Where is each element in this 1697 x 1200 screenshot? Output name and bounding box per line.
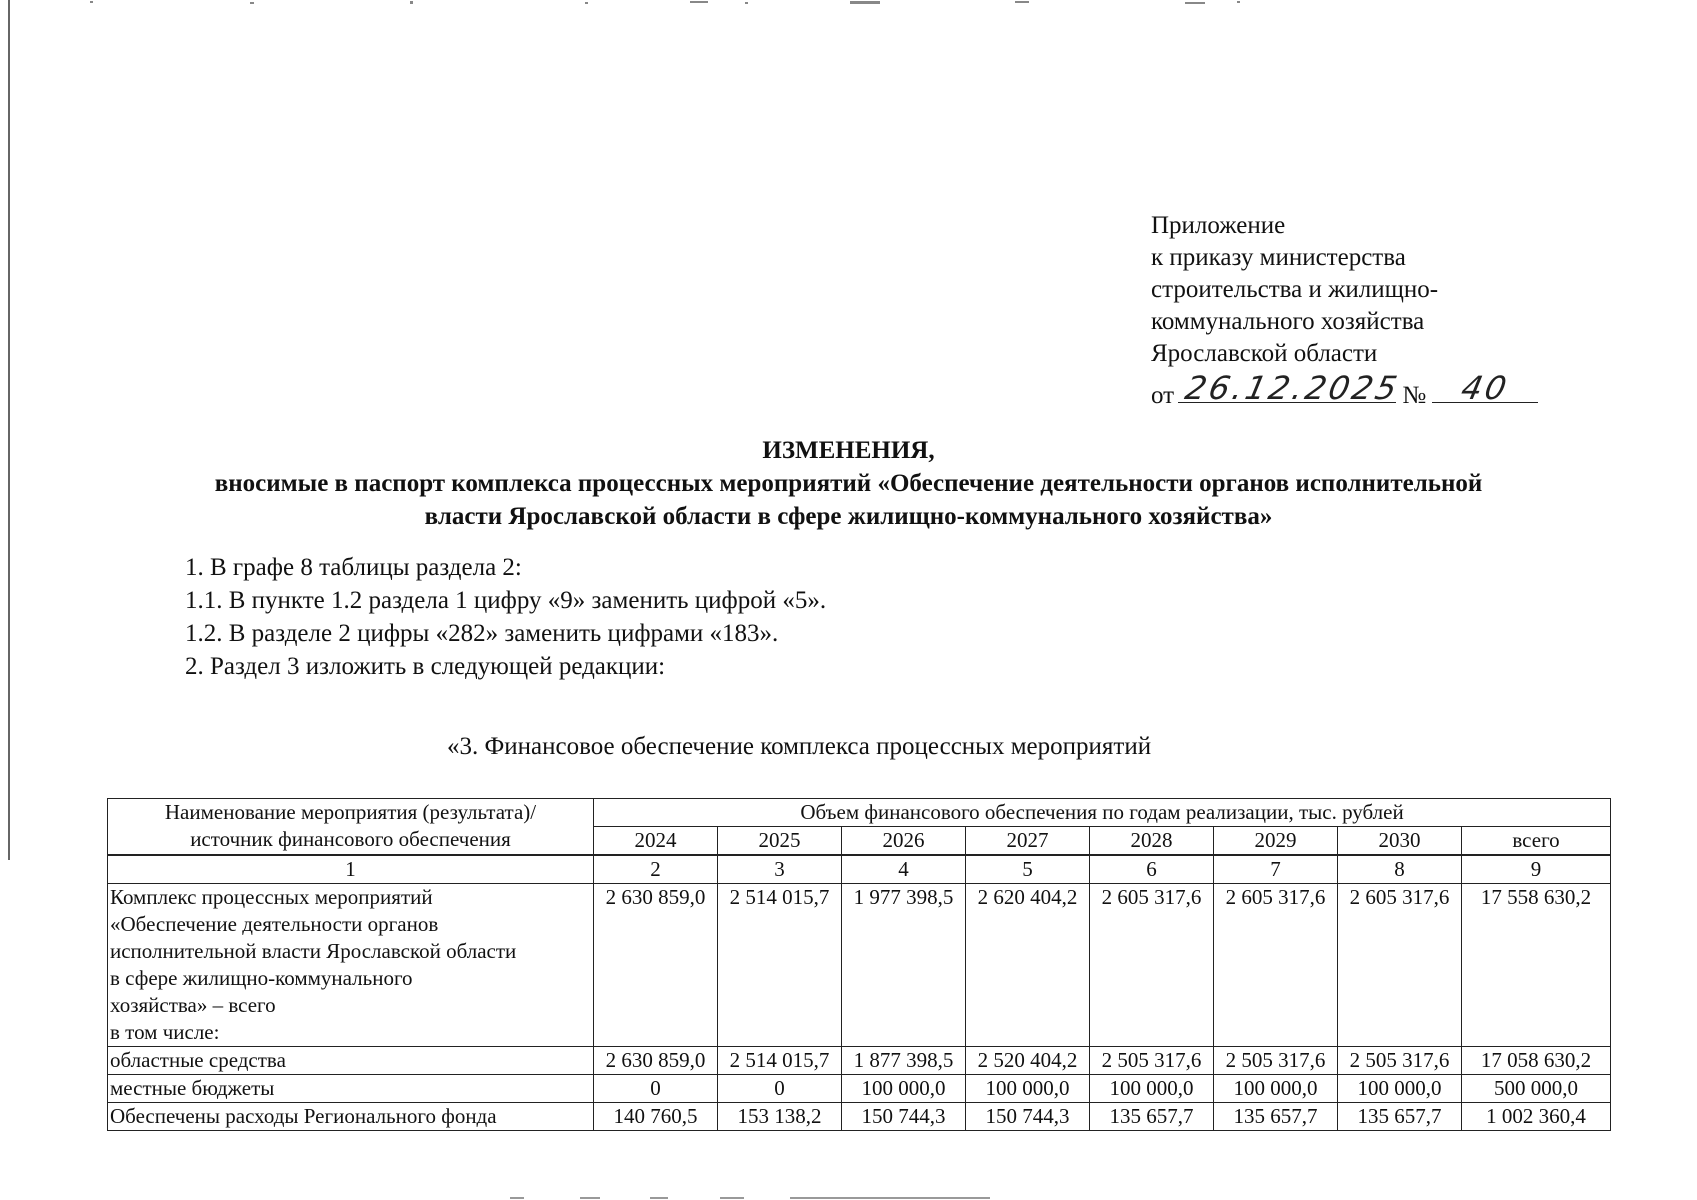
value-cell: 100 000,0 <box>1090 1075 1214 1103</box>
handwritten-date: 26.12.2025 <box>1182 369 1404 407</box>
value-cell: 2 620 404,2 <box>966 884 1090 1047</box>
appendix-line: строительства и жилищно- <box>1151 276 1439 303</box>
row-name-line: исполнительной власти Ярославской области <box>110 939 517 963</box>
value-cell: 17 058 630,2 <box>1462 1047 1611 1075</box>
value-cell: 135 657,7 <box>1090 1103 1214 1131</box>
number-signature-line <box>1432 369 1538 407</box>
handwritten-number: 40 <box>1458 369 1513 407</box>
value-cell: 2 514 015,7 <box>718 1047 842 1075</box>
column-number-cell: 7 <box>1214 856 1338 884</box>
appendix-line: коммунального хозяйства <box>1151 308 1425 335</box>
header-volume-cell: Объем финансового обеспечения по годам реализации, тыс. рублей <box>594 799 1611 827</box>
header-year-cell: 2024 <box>594 827 718 855</box>
change-item: 1. В графе 8 таблицы раздела 2: <box>185 554 522 581</box>
value-cell: 150 744,3 <box>966 1103 1090 1131</box>
change-item: 1.1. В пункте 1.2 раздела 1 цифру «9» заменить цифрой «5». <box>185 587 827 614</box>
header-year-cell: 2029 <box>1214 827 1338 855</box>
row-name-line: Комплекс процессных мероприятий <box>110 885 433 909</box>
header-year-cell: 2027 <box>966 827 1090 855</box>
document-title <box>0 434 1697 533</box>
title-sub-line: вносимые в паспорт комплекса процессных мероприятий «Обеспечение деятельности органов исполнительной <box>214 470 1483 497</box>
column-number-cell: 8 <box>1338 856 1462 884</box>
column-number-cell: 3 <box>718 856 842 884</box>
appendix-line: Ярославской области <box>1151 340 1378 367</box>
column-number-cell: 5 <box>966 856 1090 884</box>
header-name-line: Наименование мероприятия (результата)/ <box>164 800 537 824</box>
value-cell: 2 605 317,6 <box>1090 884 1214 1047</box>
value-cell: 1 002 360,4 <box>1462 1103 1611 1131</box>
row-name-cell <box>108 884 594 1047</box>
row-name-line: «Обеспечение деятельности органов <box>110 912 439 936</box>
scan-top-specks <box>0 0 1697 8</box>
table-row-complex-total <box>108 884 1611 1047</box>
header-year-cell: всего <box>1462 827 1611 855</box>
row-name-line: хозяйства» – всего <box>110 993 276 1017</box>
row-name-cell: Обеспечены расходы Регионального фонда <box>108 1103 594 1131</box>
value-cell: 0 <box>594 1075 718 1103</box>
value-cell: 135 657,7 <box>1338 1103 1462 1131</box>
value-cell: 2 630 859,0 <box>594 884 718 1047</box>
financing-table-body <box>107 855 1611 1131</box>
row-name-cell: местные бюджеты <box>108 1075 594 1103</box>
value-cell: 140 760,5 <box>594 1103 718 1131</box>
column-number-cell: 4 <box>842 856 966 884</box>
appendix-date-line <box>1151 370 1538 412</box>
appendix-block <box>1151 210 1538 412</box>
value-cell: 100 000,0 <box>966 1075 1090 1103</box>
value-cell: 100 000,0 <box>1214 1075 1338 1103</box>
row-name-line: в том числе: <box>110 1020 220 1044</box>
value-cell: 2 605 317,6 <box>1214 884 1338 1047</box>
value-cell: 2 514 015,7 <box>718 884 842 1047</box>
appendix-line: к приказу министерства <box>1151 244 1406 271</box>
value-cell: 153 138,2 <box>718 1103 842 1131</box>
header-name-cell <box>108 799 594 855</box>
title-sub-line: власти Ярославской области в сфере жилищно-коммунального хозяйства» <box>424 503 1273 530</box>
change-items <box>185 551 826 683</box>
change-item: 2. Раздел 3 изложить в следующей редакции: <box>185 653 666 680</box>
change-item: 1.2. В разделе 2 цифры «282» заменить цифрами «183». <box>185 620 779 647</box>
number-label: № <box>1402 382 1427 409</box>
date-prefix: от <box>1151 382 1175 409</box>
header-name-line: источник финансового обеспечения <box>190 827 511 851</box>
title-main: ИЗМЕНЕНИЯ, <box>762 437 935 464</box>
row-name-cell: областные средства <box>108 1047 594 1075</box>
value-cell: 2 630 859,0 <box>594 1047 718 1075</box>
header-year-cell: 2025 <box>718 827 842 855</box>
table-row-regional-funds <box>108 1047 1611 1075</box>
header-year-cell: 2028 <box>1090 827 1214 855</box>
header-year-cell: 2026 <box>842 827 966 855</box>
column-number-cell: 1 <box>108 856 594 884</box>
table-row-regional-fund-expenses <box>108 1103 1611 1131</box>
row-name-line: в сфере жилищно-коммунального <box>110 966 413 990</box>
column-number-cell: 2 <box>594 856 718 884</box>
value-cell: 2 505 317,6 <box>1338 1047 1462 1075</box>
value-cell: 2 605 317,6 <box>1338 884 1462 1047</box>
section-title: «3. Финансовое обеспечение комплекса процессных мероприятий <box>447 733 1152 760</box>
value-cell: 1 877 398,5 <box>842 1047 966 1075</box>
value-cell: 2 505 317,6 <box>1214 1047 1338 1075</box>
value-cell: 1 977 398,5 <box>842 884 966 1047</box>
appendix-line: Приложение <box>1151 212 1286 239</box>
scan-left-edge <box>8 0 10 860</box>
column-number-cell: 9 <box>1462 856 1611 884</box>
value-cell: 2 505 317,6 <box>1090 1047 1214 1075</box>
header-year-cell: 2030 <box>1338 827 1462 855</box>
value-cell: 100 000,0 <box>842 1075 966 1103</box>
column-number-cell: 6 <box>1090 856 1214 884</box>
value-cell: 2 520 404,2 <box>966 1047 1090 1075</box>
financing-table-header <box>107 798 1611 855</box>
value-cell: 500 000,0 <box>1462 1075 1611 1103</box>
value-cell: 150 744,3 <box>842 1103 966 1131</box>
value-cell: 100 000,0 <box>1338 1075 1462 1103</box>
value-cell: 17 558 630,2 <box>1462 884 1611 1047</box>
table-row-local-budgets <box>108 1075 1611 1103</box>
value-cell: 135 657,7 <box>1214 1103 1338 1131</box>
column-number-row <box>108 856 1611 884</box>
value-cell: 0 <box>718 1075 842 1103</box>
date-signature-line <box>1178 369 1404 407</box>
